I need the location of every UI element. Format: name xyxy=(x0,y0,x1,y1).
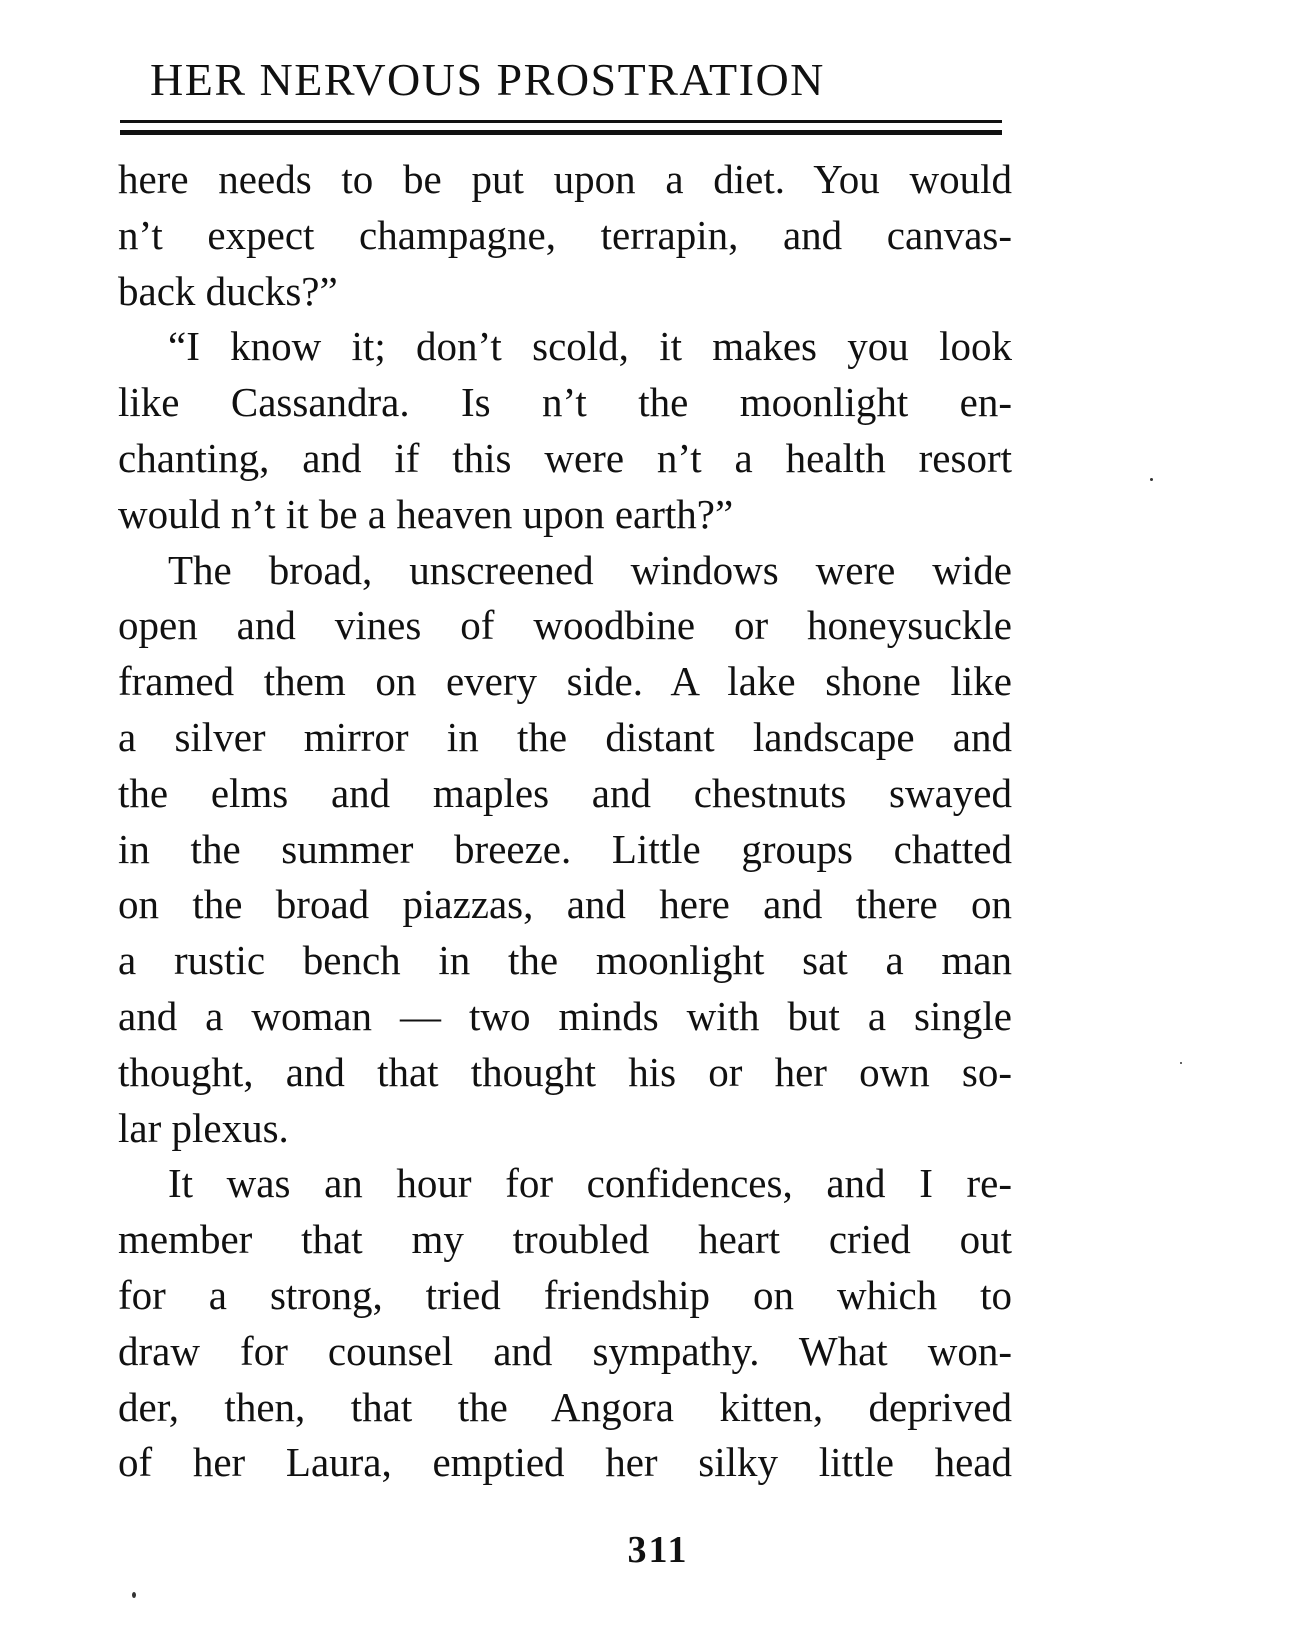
text-line: a silver mirror in the distant landscape and xyxy=(118,713,1012,760)
text-line: on the broad piazzas, and here and there on xyxy=(118,881,1012,928)
text-line: draw for counsel and sympathy. What won- xyxy=(118,1327,1012,1374)
print-speck xyxy=(132,1592,136,1598)
text-line: of her Laura, emptied her silky little head xyxy=(118,1439,1012,1486)
text-line: would n’t it be a heaven upon earth?” xyxy=(118,490,734,537)
text-line: like Cassandra. Is n’t the moonlight en- xyxy=(118,379,1012,426)
running-title: HER NERVOUS PROSTRATION xyxy=(150,54,825,105)
text-line: It was an hour for confidences, and I re- xyxy=(168,1160,1012,1207)
page-number: 311 xyxy=(627,1529,689,1571)
text-line: The broad, unscreened windows were wide xyxy=(168,546,1012,593)
text-line: chanting, and if this were n’t a health resort xyxy=(118,434,1012,481)
text-line: and a woman — two minds with but a single xyxy=(118,992,1012,1039)
text-line: lar plexus. xyxy=(118,1104,289,1151)
header-rule-thin xyxy=(120,120,1002,123)
text-line: thought, and that thought his or her own so- xyxy=(118,1048,1012,1095)
text-line: framed them on every side. A lake shone like xyxy=(118,658,1012,705)
text-line: “I know it; don’t scold, it makes you look xyxy=(168,323,1012,370)
header-rule-thick xyxy=(120,130,1002,135)
text-line: a rustic bench in the moonlight sat a man xyxy=(118,937,1012,984)
text-line: for a strong, tried friendship on which to xyxy=(118,1271,1012,1318)
body-text xyxy=(118,152,1012,1491)
print-speck xyxy=(1180,1062,1182,1064)
text-line: der, then, that the Angora kitten, deprived xyxy=(118,1383,1012,1430)
text-line: in the summer breeze. Little groups chatted xyxy=(118,825,1012,872)
text-line: the elms and maples and chestnuts swayed xyxy=(118,769,1012,816)
text-line: n’t expect champagne, terrapin, and canvas- xyxy=(118,211,1012,258)
text-line: here needs to be put upon a diet. You would xyxy=(118,156,1012,202)
text-line: member that my troubled heart cried out xyxy=(118,1216,1012,1263)
text-line: open and vines of woodbine or honeysuckle xyxy=(118,602,1012,649)
text-line: back ducks?” xyxy=(118,267,338,314)
print-speck xyxy=(1150,478,1153,481)
